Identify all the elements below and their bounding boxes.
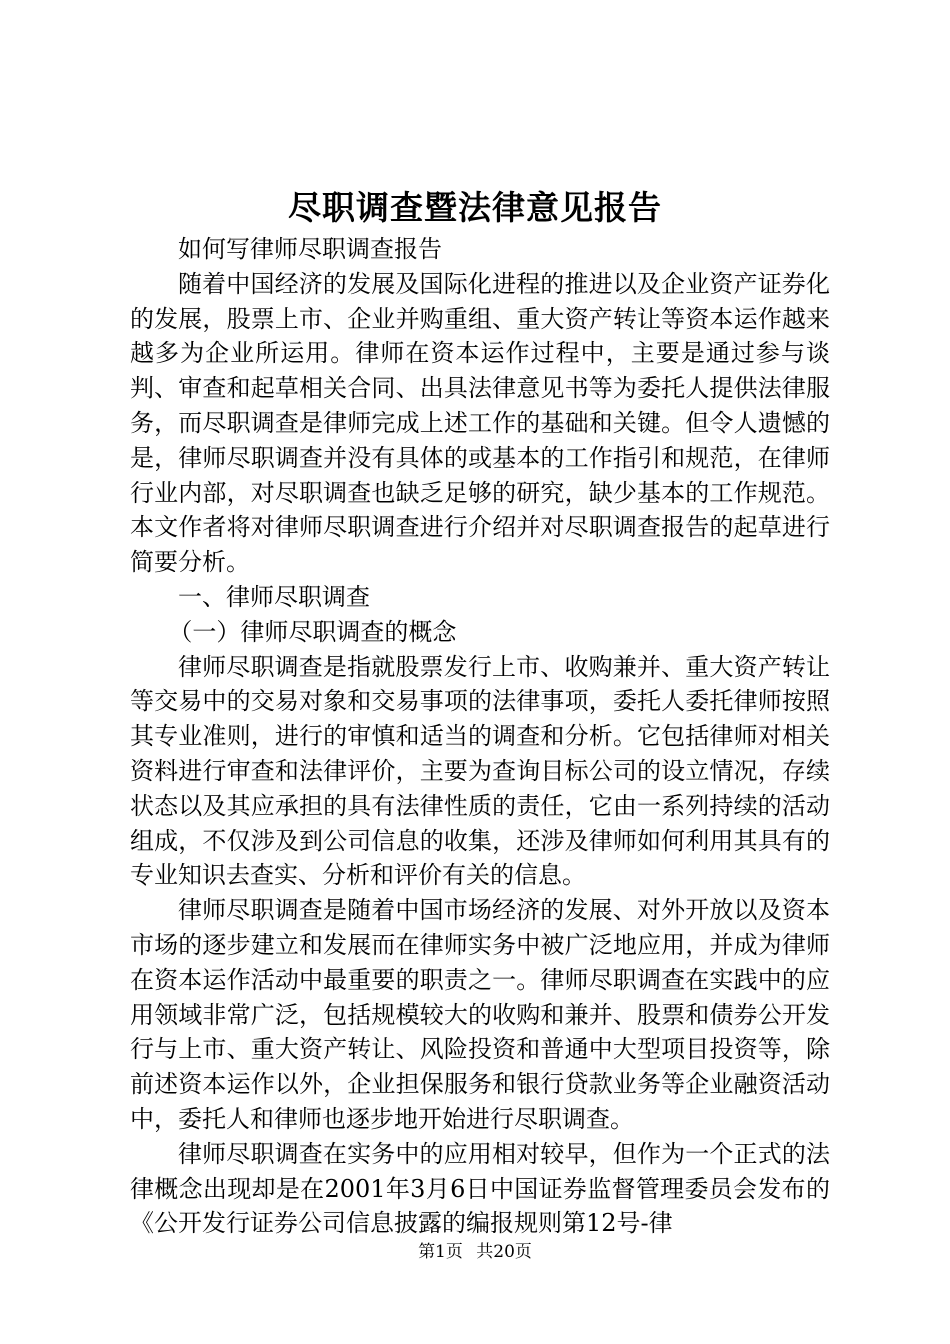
paragraph-history: 律师尽职调查在实务中的应用相对较早，但作为一个正式的法律概念出现却是在2001年3月6日中国证券监督管理委员会发布的《公开发行证券公司信息披露的编报规则第12号-律 bbox=[130, 1139, 830, 1238]
paragraph-application: 律师尽职调查是随着中国市场经济的发展、对外开放以及资本市场的逐步建立和发展而在律师实务中被广泛地应用，并成为律师在资本运作活动中最重要的职责之一。律师尽职调查在实践中的应用领域非常广泛，包括规模较大的收购和兼并、股票和债券公开发行与上市、重大资产转让、风险投资和普通中大型项目投资等，除前述资本运作以外，企业担保服务和银行贷款业务等企业融资活动中，委托人和律师也逐步地开始进行尽职调查。 bbox=[130, 896, 830, 1133]
paragraph-intro: 随着中国经济的发展及国际化进程的推进以及企业资产证券化的发展，股票上市、企业并购重组、重大资产转让等资本运作越来越多为企业所运用。律师在资本运作过程中，主要是通过参与谈判、审查和起草相关合同、出具法律意见书等为委托人提供法律服务，而尽职调查是律师完成上述工作的基础和关键。但令人遗憾的是，律师尽职调查并没有具体的或基本的工作指引和规范，在律师行业内部，对尽职调查也缺乏足够的研究，缺少基本的工作规范。本文作者将对律师尽职调查进行介绍并对尽职调查报告的起草进行简要分析。 bbox=[130, 269, 830, 577]
paragraph-concept: 律师尽职调查是指就股票发行上市、收购兼并、重大资产转让等交易中的交易对象和交易事项的法律事项，委托人委托律师按照其专业准则，进行的审慎和适当的调查和分析。它包括律师对相关资料进行审查和法律评价，主要为查询目标公司的设立情况，存续状态以及其应承担的具有法律性质的责任，它由一系列持续的活动组成，不仅涉及到公司信息的收集，还涉及律师如何利用其具有的专业知识去查实、分析和评价有关的信息。 bbox=[130, 652, 830, 890]
paragraph-subtitle: 如何写律师尽职调查报告 bbox=[178, 235, 442, 263]
section-heading: 一、律师尽职调查 bbox=[178, 582, 370, 611]
subsection-heading: （一）律师尽职调查的概念 bbox=[168, 617, 457, 646]
document-title: 尽职调查暨法律意见报告 bbox=[288, 188, 662, 227]
page-total: 共20页 bbox=[476, 1242, 532, 1262]
page-number: 第1页 bbox=[418, 1242, 463, 1262]
document-body bbox=[130, 232, 830, 1241]
page-footer bbox=[0, 1240, 950, 1264]
